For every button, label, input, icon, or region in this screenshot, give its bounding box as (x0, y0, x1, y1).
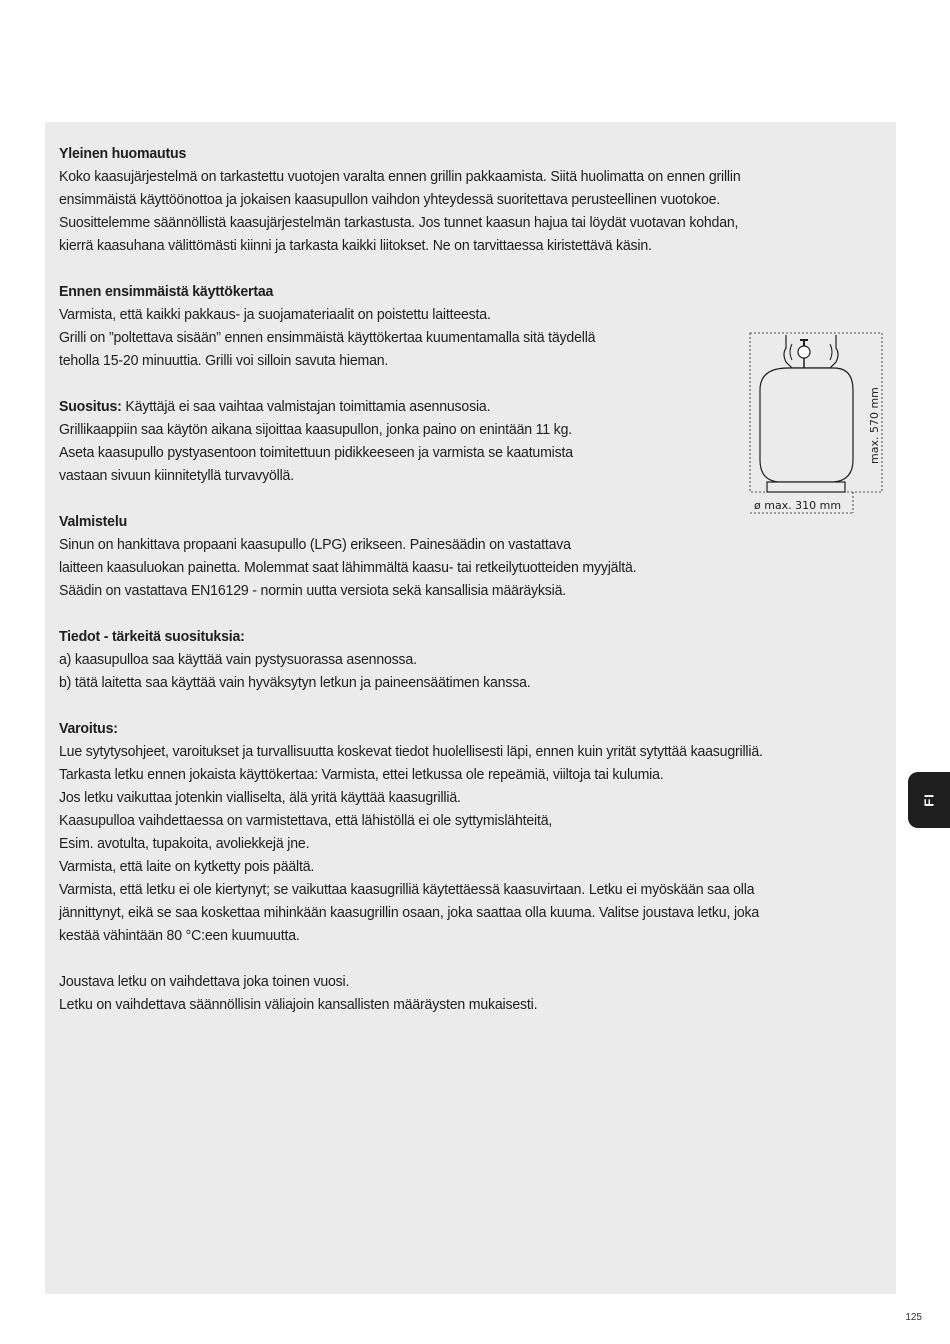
bottle-foot (767, 482, 845, 492)
text-line: Letku on vaihdettava säännöllisin väliajoin kansallisten määräysten mukaisesti. (59, 996, 538, 1013)
text-line: teholla 15-20 minuuttia. Grilli voi silloin savuta hieman. (59, 352, 389, 369)
text-line: Lue sytytysohjeet, varoitukset ja turvallisuutta koskevat tiedot huolellisesti läpi, ennen kuin yrität sytyttää kaasugrilliä. (59, 743, 763, 760)
page-number: 125 (905, 1312, 922, 1323)
text-line: Grilli on ”poltettava sisään” ennen ensimmäistä käyttökertaa kuumentamalla sitä täydellä (59, 329, 596, 346)
section-important-info (59, 625, 831, 694)
text-line: Kaasupulloa vaihdettaessa on varmistettava, että lähistöllä ei ole syttymislähteitä, (59, 812, 553, 829)
text-line: Sinun on hankittava propaani kaasupullo (LPG) erikseen. Painesäädin on vastattava (59, 536, 571, 553)
text-line: Säädin on vastattava EN16129 - normin uutta versiota sekä kansallisia määräyksiä. (59, 582, 567, 599)
section-recommendation (59, 395, 831, 487)
text-line: jännittynyt, eikä se saa koskettaa mihinkään kaasugrillin osaan, joka saattaa olla kuuma. Valitse joustava letku, joka (59, 904, 760, 921)
language-tab-label: FI (921, 793, 937, 807)
text-line: kestää vähintään 80 °C:een kuumuutta. (59, 927, 300, 944)
lead-text: Käyttäjä ei saa vaihtaa valmistajan toimittamia asennusosia. (121, 398, 491, 415)
section-preparation (59, 510, 831, 602)
language-tab (908, 772, 950, 828)
text-line: laitteen kaasuluokan painetta. Molemmat saat lähimmältä kaasu- tai retkeilytuotteiden myyjältä. (59, 559, 637, 576)
text-line: ensimmäistä käyttöönottoa ja jokaisen kaasupullon vaihdon yhteydessä suoritettava perusteellinen vuotokoe. (59, 191, 721, 208)
section-general-note (59, 142, 831, 257)
text-line: Varmista, että laite on kytketty pois päältä. (59, 858, 315, 875)
diameter-label: ø max. 310 mm (754, 499, 842, 512)
section-before-first-use (59, 280, 831, 372)
section-heading: Yleinen huomautus (59, 145, 187, 162)
text-line: Koko kaasujärjestelmä on tarkastettu vuotojen varalta ennen grillin pakkaamista. Siitä huolimatta on ennen grillin (59, 168, 741, 185)
valve-knob (798, 346, 810, 358)
gas-bottle-figure (748, 330, 888, 515)
text-line: kierrä kaasuhana välittömästi kiinni ja tarkasta kaikki liitokset. Ne on tarvittaessa kiristettävä käsin. (59, 237, 652, 254)
gas-bottle-icon (748, 330, 888, 515)
text-line: Jos letku vaikuttaa jotenkin vialliselta, älä yritä käyttää kaasugrilliä. (59, 789, 461, 806)
text-line: Tarkasta letku ennen jokaista käyttökertaa: Varmista, ettei letkussa ole repeämiä, viiltoja tai kulumia. (59, 766, 664, 783)
text-line: Varmista, että kaikki pakkaus- ja suojamateriaalit on poistettu laitteesta. (59, 306, 491, 323)
text-line: Esim. avotulta, tupakoita, avoliekkejä jne. (59, 835, 310, 852)
lead-label: Suositus: (59, 398, 122, 415)
section-warning (59, 717, 831, 947)
text-line: a) kaasupulloa saa käyttää vain pystysuorassa asennossa. (59, 651, 417, 668)
text-line: Joustava letku on vaihdettava joka toinen vuosi. (59, 973, 350, 990)
text-line: b) tätä laitetta saa käyttää vain hyväksytyn letkun ja paineensäätimen kanssa. (59, 674, 531, 691)
text-line: Aseta kaasupullo pystyasentoon toimitettuun pidikkeeseen ja varmista se kaatumista (59, 444, 573, 461)
text-line: Suosittelemme säännöllistä kaasujärjestelmän tarkastusta. Jos tunnet kaasun hajua tai löydät vuotavan kohdan, (59, 214, 739, 231)
text-line: vastaan sivuun kiinnitetyllä turvavyöllä. (59, 467, 294, 484)
document-body (59, 142, 831, 1039)
text-line: Grillikaappiin saa käytön aikana sijoittaa kaasupullon, jonka paino on enintään 11 kg. (59, 421, 572, 438)
text-line (59, 395, 831, 418)
section-hose-replacement (59, 970, 831, 1016)
section-heading: Valmistelu (59, 513, 128, 530)
section-heading: Varoitus: (59, 720, 118, 737)
valve-guard (784, 335, 838, 368)
section-heading: Ennen ensimmäistä käyttökertaa (59, 283, 274, 300)
text-line: Varmista, että letku ei ole kiertynyt; se vaikuttaa kaasugrilliä käytettäessä kaasuvirtaan. Letku ei myöskään saa olla (59, 881, 755, 898)
section-heading: Tiedot - tärkeitä suosituksia: (59, 628, 245, 645)
bottle-body (760, 368, 853, 482)
height-label: max. 570 mm (868, 387, 881, 464)
